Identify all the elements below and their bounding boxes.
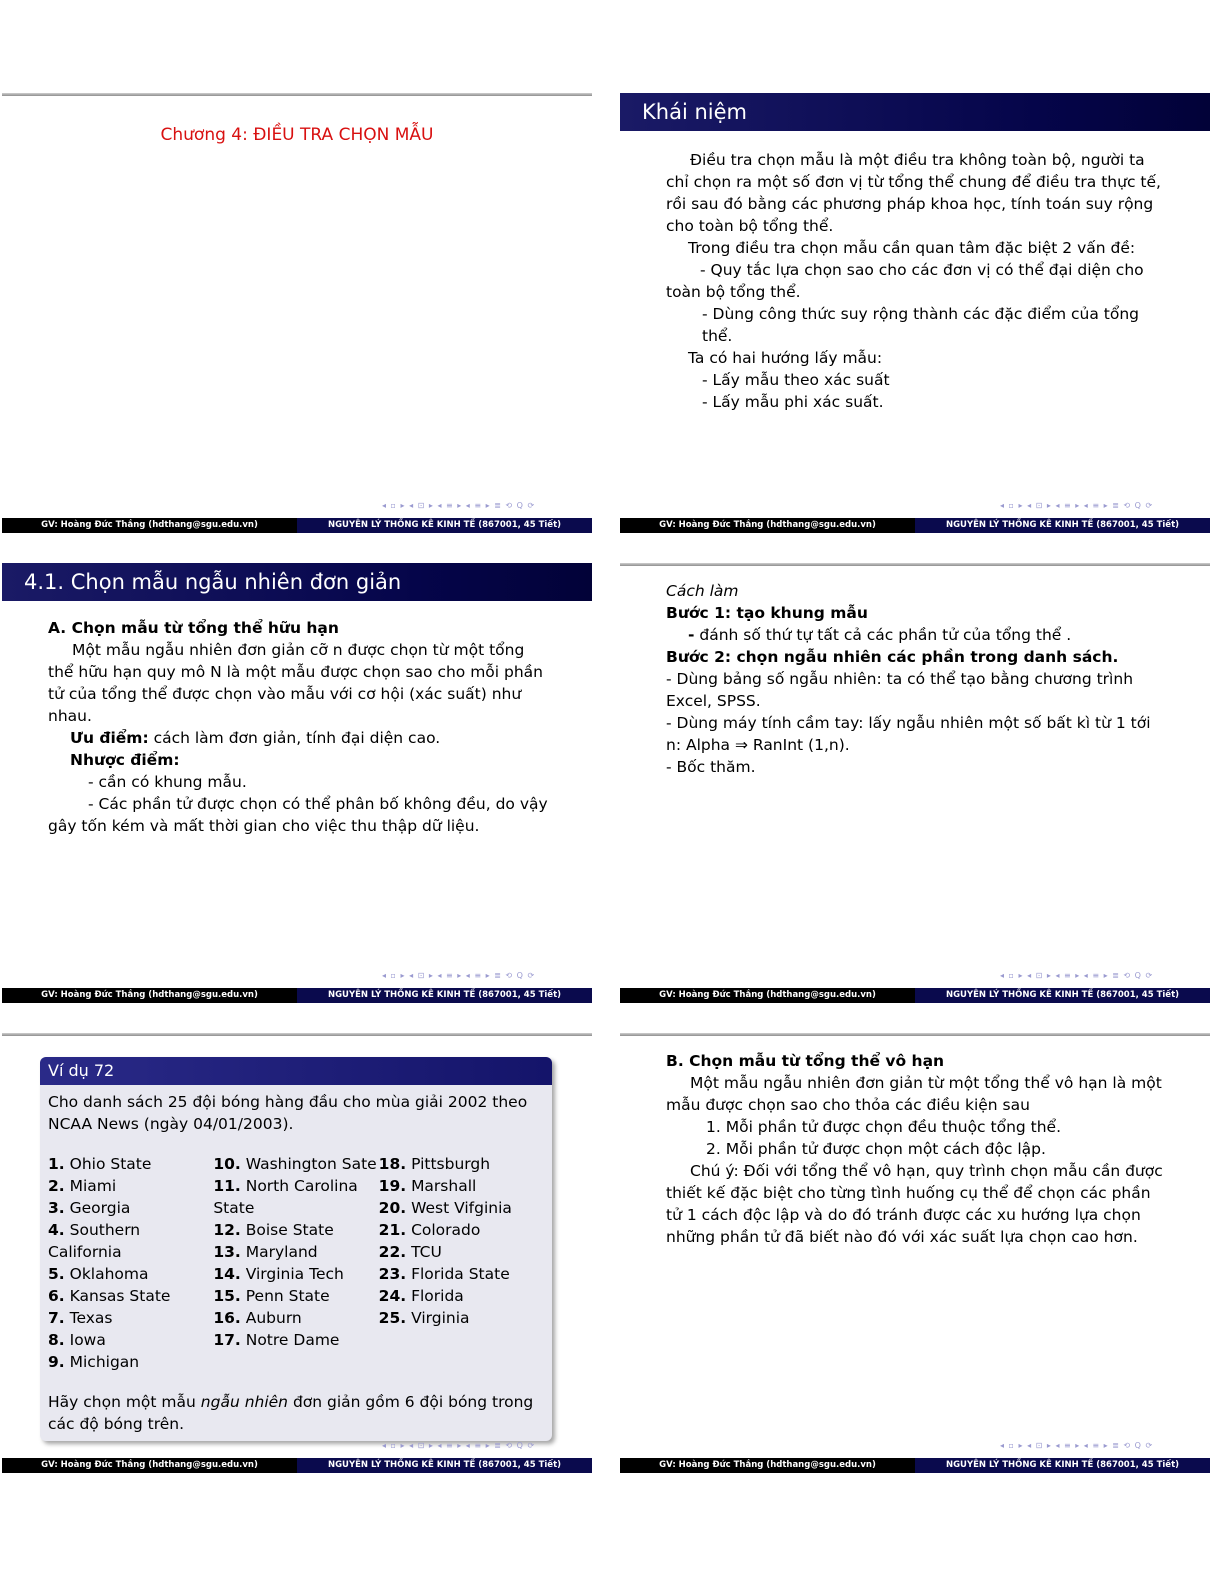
slide-footer [2, 1458, 592, 1473]
beamer-nav-icons[interactable]: ◂ ▫ ▸ ◂ ⊡ ▸ ◂ ≡ ▸ ◂ ≡ ▸ ≣ ⟲ Q ⟳ [1000, 1441, 1154, 1450]
team-item: 8. Iowa [48, 1331, 106, 1349]
team-item: 5. Oklahoma [48, 1265, 149, 1283]
example-body [40, 1085, 552, 1435]
team-item: 11. North Carolina State [213, 1177, 358, 1217]
slide-srs [2, 563, 592, 1003]
example-box [40, 1057, 552, 1441]
slide-top-rule [2, 1033, 592, 1036]
paragraph: Ta có hai hướng lấy mẫu: [688, 349, 883, 367]
list-item: - Lấy mẫu theo xác suất [702, 371, 890, 389]
slide-top-rule [620, 563, 1210, 566]
list-item: 1. Mỗi phần tử được chọn đều thuộc tổng thể. [706, 1118, 1062, 1136]
intro-text: Cách làm [666, 582, 739, 600]
team-item: 9. Michigan [48, 1353, 140, 1371]
footer-author: GV: Hoàng Đức Thắng (hdthang@sgu.edu.vn) [2, 1458, 297, 1473]
beamer-nav-icons[interactable]: ◂ ▫ ▸ ◂ ⊡ ▸ ◂ ≡ ▸ ◂ ≡ ▸ ≣ ⟲ Q ⟳ [382, 1441, 536, 1450]
team-item: 15. Penn State [213, 1287, 330, 1305]
team-item: 17. Notre Dame [213, 1331, 340, 1349]
beamer-nav-icons[interactable]: ◂ ▫ ▸ ◂ ⊡ ▸ ◂ ≡ ▸ ◂ ≡ ▸ ≣ ⟲ Q ⟳ [382, 971, 536, 980]
team-item: 19. Marshall [378, 1177, 477, 1195]
slide-infinite [620, 1033, 1210, 1473]
team-item: 10. Washington Sate [213, 1155, 377, 1173]
slide-footer [2, 988, 592, 1003]
team-column-1 [48, 1153, 213, 1373]
step-heading: Bước 1: tạo khung mẫu [666, 604, 868, 622]
disadvantage-label: Nhược điểm: [70, 751, 180, 769]
list-item: - cần có khung mẫu. [88, 773, 247, 791]
list-item: - Quy tắc lựa chọn sao cho các đơn vị có thể đại diện cho toàn bộ tổng thể. [666, 261, 1144, 301]
footer-author: GV: Hoàng Đức Thắng (hdthang@sgu.edu.vn) [2, 988, 297, 1003]
chapter-title: Chương 4: ĐIỀU TRA CHỌN MẪU [160, 125, 434, 145]
step-heading: Bước 2: chọn ngẫu nhiên các phần trong danh sách. [666, 648, 1119, 666]
team-item: 20. West Vifginia [378, 1199, 512, 1217]
team-item: 4. Southern California [48, 1221, 141, 1261]
slide-footer [620, 1458, 1210, 1473]
slide-concept [620, 93, 1210, 533]
team-list [48, 1153, 544, 1373]
footer-author: GV: Hoàng Đức Thắng (hdthang@sgu.edu.vn) [2, 518, 297, 533]
example-question: Hãy chọn một mẫu ngẫu nhiên đơn giản gồm 6 đội bóng trong các độ bóng trên. [48, 1393, 534, 1433]
team-item: 3. Georgia [48, 1199, 131, 1217]
step-detail: - đánh số thứ tự tất cả các phần tử của tổng thể . [688, 626, 1072, 644]
list-item: - Dùng bảng số ngẫu nhiên: ta có thể tạo bằng chương trình Excel, SPSS. [666, 670, 1134, 710]
list-item: - Dùng công thức suy rộng thành các đặc điểm của tổng thể. [702, 305, 1140, 345]
section-heading: A. Chọn mẫu từ tổng thể hữu hạn [48, 619, 339, 637]
team-item: 12. Boise State [213, 1221, 334, 1239]
footer-course: NGUYÊN LÝ THỐNG KÊ KINH TẾ (867001, 45 Tiết) [915, 988, 1210, 1003]
slide-procedure [620, 563, 1210, 1003]
slide-body [666, 1050, 1166, 1248]
paragraph: Chú ý: Đối với tổng thể vô hạn, quy trình chọn mẫu cần được thiết kế đặc biệt cho từng tình huống cụ thể để chọn các phần tử 1 cách độc lập và do đó tránh được các xu hướng lựa chọn những phần tử đã biết nào đó với xác suất lựa chọn cao hơn. [666, 1162, 1163, 1246]
team-item: 2. Miami [48, 1177, 117, 1195]
advantage-label: Ưu điểm: [70, 729, 149, 747]
team-item: 6. Kansas State [48, 1287, 171, 1305]
list-item: - Dùng máy tính cầm tay: lấy ngẫu nhiên một số bất kì từ 1 tới n: Alpha ⇒ RanInt (1,n). [666, 714, 1151, 754]
footer-course: NGUYÊN LÝ THỐNG KÊ KINH TẾ (867001, 45 Tiết) [915, 1458, 1210, 1473]
slide-title: 4.1. Chọn mẫu ngẫu nhiên đơn giản [2, 563, 592, 601]
team-item: 22. TCU [378, 1243, 442, 1261]
footer-author: GV: Hoàng Đức Thắng (hdthang@sgu.edu.vn) [620, 1458, 915, 1473]
slide-body [666, 149, 1166, 413]
team-item: 14. Virginia Tech [213, 1265, 344, 1283]
beamer-nav-icons[interactable]: ◂ ▫ ▸ ◂ ⊡ ▸ ◂ ≡ ▸ ◂ ≡ ▸ ≣ ⟲ Q ⟳ [1000, 501, 1154, 510]
example-title: Ví dụ 72 [40, 1057, 552, 1085]
footer-course: NGUYÊN LÝ THỐNG KÊ KINH TẾ (867001, 45 Tiết) [297, 1458, 592, 1473]
team-item: 16. Auburn [213, 1309, 302, 1327]
paragraph: Một mẫu ngẫu nhiên đơn giản cỡ n được chọn từ một tổng thể hữu hạn quy mô N là một mẫu được chọn sao cho mỗi phần tử của tổng thể được chọn vào mẫu với cơ hội (xác suất) như nhau. [48, 641, 544, 725]
slide-top-rule [2, 93, 592, 96]
slide-example [2, 1033, 592, 1473]
paragraph: Một mẫu ngẫu nhiên đơn giản từ một tổng thể vô hạn là một mẫu được chọn sao cho thỏa các điều kiện sau [666, 1074, 1162, 1114]
team-item: 25. Virginia [378, 1309, 470, 1327]
footer-course: NGUYÊN LÝ THỐNG KÊ KINH TẾ (867001, 45 Tiết) [297, 988, 592, 1003]
team-column-2 [213, 1153, 378, 1373]
list-item: - Bốc thăm. [666, 758, 756, 776]
beamer-nav-icons[interactable]: ◂ ▫ ▸ ◂ ⊡ ▸ ◂ ≡ ▸ ◂ ≡ ▸ ≣ ⟲ Q ⟳ [382, 501, 536, 510]
beamer-nav-icons[interactable]: ◂ ▫ ▸ ◂ ⊡ ▸ ◂ ≡ ▸ ◂ ≡ ▸ ≣ ⟲ Q ⟳ [1000, 971, 1154, 980]
list-item: - Lấy mẫu phi xác suất. [702, 393, 884, 411]
team-item: 21. Colorado [378, 1221, 481, 1239]
team-item: 18. Pittsburgh [378, 1155, 491, 1173]
slide-chapter-title [2, 93, 592, 533]
footer-course: NGUYÊN LÝ THỐNG KÊ KINH TẾ (867001, 45 Tiết) [297, 518, 592, 533]
list-item: - Các phần tử được chọn có thể phân bố không đều, do vậy gây tốn kém và mất thời gian cho việc thu thập dữ liệu. [48, 795, 548, 835]
slide-body [666, 580, 1166, 778]
footer-author: GV: Hoàng Đức Thắng (hdthang@sgu.edu.vn) [620, 988, 915, 1003]
slide-footer [2, 518, 592, 533]
paragraph: Trong điều tra chọn mẫu cần quan tâm đặc biệt 2 vấn đề: [688, 239, 1136, 257]
footer-author: GV: Hoàng Đức Thắng (hdthang@sgu.edu.vn) [620, 518, 915, 533]
slide-footer [620, 518, 1210, 533]
team-item: 13. Maryland [213, 1243, 318, 1261]
paragraph: Điều tra chọn mẫu là một điều tra không toàn bộ, người ta chỉ chọn ra một số đơn vị từ tổng thể chung để điều tra thực tế, rồi sau đó bằng các phương pháp khoa học, tính toán suy rộng cho toàn bộ tổng thể. [666, 151, 1161, 235]
slide-top-rule [620, 1033, 1210, 1036]
team-item: 1. Ohio State [48, 1155, 152, 1173]
team-column-3 [379, 1153, 544, 1373]
slide-footer [620, 988, 1210, 1003]
footer-course: NGUYÊN LÝ THỐNG KÊ KINH TẾ (867001, 45 Tiết) [915, 518, 1210, 533]
section-heading: B. Chọn mẫu từ tổng thể vô hạn [666, 1052, 945, 1070]
list-item: 2. Mỗi phần tử được chọn một cách độc lập. [706, 1140, 1046, 1158]
team-item: 7. Texas [48, 1309, 113, 1327]
advantage-line: Ưu điểm: cách làm đơn giản, tính đại diện cao. [70, 729, 441, 747]
slide-title: Khái niệm [620, 93, 1210, 131]
example-intro: Cho danh sách 25 đội bóng hàng đầu cho mùa giải 2002 theo NCAA News (ngày 04/01/2003). [48, 1093, 528, 1133]
team-item: 23. Florida State [378, 1265, 510, 1283]
slide-body [48, 617, 548, 837]
team-item: 24. Florida [378, 1287, 464, 1305]
